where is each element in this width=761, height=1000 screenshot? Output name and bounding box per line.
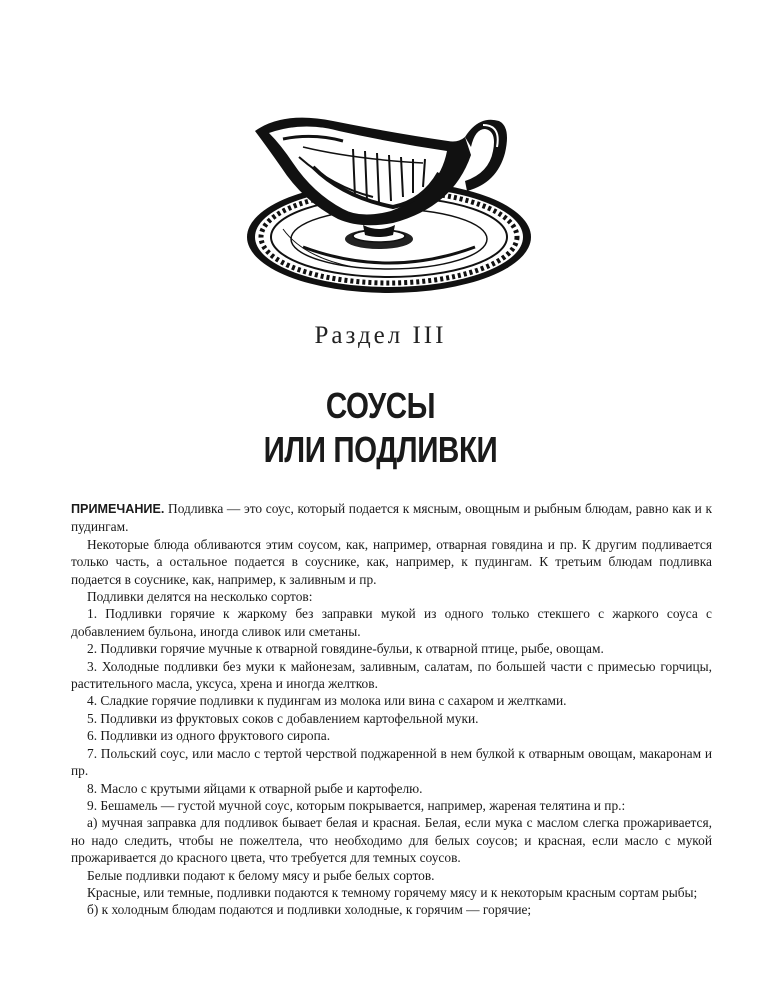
paragraph: Некоторые блюда обливаются этим соусом, как, например, отварная говядина и пр. К другим подливается только часть, а остальное подается в соуснике, как, например, к пудингам. К третьим блюдам подливка подается в соуснике, как, например, к заливным и пр. [71,536,712,587]
gravy-boat-icon [243,97,535,297]
list-item: 6. Подливки из одного фруктового сиропа. [87,728,331,744]
list-item: 3. Холодные подливки без муки к майонезам, заливным, салатам, по большей части с примесью горчицы, растительного масла, уксуса, хрена и иногда желтков. [71,658,712,692]
list-item: 4. Сладкие горячие подливки к пудингам из молока или вина с сахаром и желтками. [87,693,567,709]
note-label: ПРИМЕЧАНИЕ. [71,502,165,516]
paragraph: Подливки делятся на несколько сортов: [87,589,313,605]
note-paragraph [71,500,712,536]
section-label: Раздел III [314,322,447,349]
list-item: 7. Польский соус, или масло с тертой черствой поджаренной в нем булкой к отварным овощам, макаронам и пр. [71,745,712,779]
title-line-2: ИЛИ ПОДЛИВКИ [263,429,498,470]
note-text: Подливка — это соус, который подается к мясным, овощным и рыбным блюдам, равно как и к пудингам. [71,501,712,535]
paragraph: б) к холодным блюдам подаются и подливки холодные, к горячим — горячие; [87,902,532,918]
paragraph: Красные, или темные, подливки подаются к темному горячему мясу и к некоторым красным сортам рыбы; [87,884,698,900]
list-item: 5. Подливки из фруктовых соков с добавлением картофельной муки. [87,710,479,726]
page-title [68,384,692,472]
title-line-1: СОУСЫ [325,385,436,426]
body-text [71,500,712,919]
list-item: 9. Бешамель — густой мучной соус, которым покрывается, например, жареная телятина и пр.: [87,797,626,813]
list-item: 1. Подливки горячие к жаркому без заправки мукой из одного только стекшего с жаркого соуса с добавлением бульона, иногда сливок или сметаны. [71,606,712,639]
list-item: 2. Подливки горячие мучные к отварной говядине-бульи, к отварной птице, рыбе, овощам. [87,641,604,657]
paragraph: Белые подливки подают к белому мясу и рыбе белых сортов. [87,867,435,883]
list-item: 8. Масло с крутыми яйцами к отварной рыбе и картофелю. [87,780,423,796]
paragraph: а) мучная заправка для подливок бывает белая и красная. Белая, если мука с маслом слегка прожаривается, но надо следить, чтобы не пожелтела, что необходимо для белых соусов; и красная, если масло с мукой прожаривается до красного цвета, что требуется для темных соусов. [71,815,712,866]
